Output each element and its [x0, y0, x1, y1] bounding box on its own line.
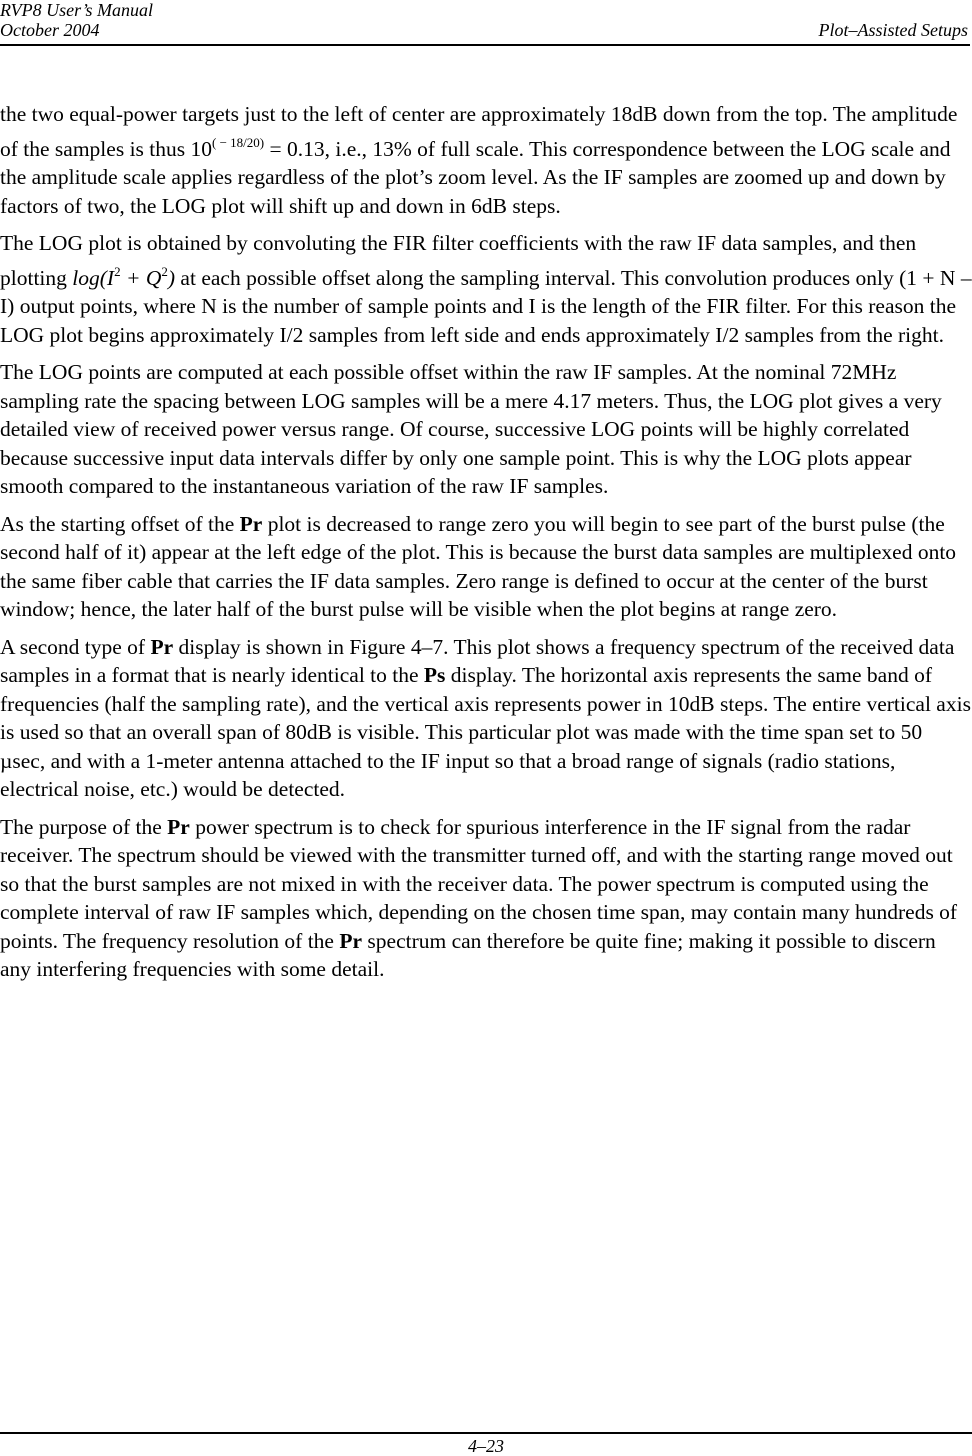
paragraph-5: A second type of Pr display is shown in Figure 4–7. This plot shows a frequency spectrum of the received data samples in a format that is nearly identical to the Ps display. The horizontal axis represents the same band of frequencies (half the sampling rate), and the vertical axis represents power in 10dB steps. The entire vertical axis is used so that an overall span of 80dB is visible. This particular plot was made with the time span set to 50 µsec, and with a 1-meter antenna attached to the IF input so that a broad range of signals (radio stations, electrical noise, etc.) would be detected.: [0, 634, 971, 801]
manual-date: October 2004: [0, 20, 100, 40]
pr-keyword: Pr: [150, 634, 174, 659]
manual-title: RVP8 User’s Manual: [0, 0, 153, 20]
page-body: [0, 100, 972, 993]
footer-rule: [0, 1432, 972, 1434]
header-left: [0, 0, 153, 40]
section-title: Plot–Assisted Setups: [818, 20, 968, 40]
ps-keyword: Ps: [423, 663, 446, 687]
amplitude-equation: $10^{( - 18/20)} = 0.13$: [190, 134, 325, 161]
log-power-equation: $\log(I^2 + Q^2)$: [72, 263, 176, 290]
paragraph-6: The purpose of the Pr power spectrum is to check for spurious interference in the IF signal from the radar receiver. The spectrum should be viewed with the transmitter turned off, and with the starting range moved out so that the burst samples are not mixed in with the receiver data. The power spectrum is computed using the complete interval of raw IF samples which, depending on the chosen time span, may contain many hundreds of points. The frequency resolution of the Pr spectrum can therefore be quite fine; making it possible to discern any interfering frequencies with some detail.: [0, 814, 958, 981]
paragraph-2: The LOG plot is obtained by convoluting the FIR filter coefficients with the raw IF data samples, and then plotting $\log(I^2 + Q^2)$ at each possible offset along the sampling interval. This convolution produces only (1 + N – I) output points, where N is the number of sample points and I is the length of the FIR filter. For this reason the LOG plot begins approximately I/2 samples from left side and ends approximately I/2 samples from the right.: [0, 231, 972, 347]
page-header: [0, 0, 970, 46]
paragraph-4: As the starting offset of the Pr plot is decreased to range zero you will begin to see part of the burst pulse (the second half of it) appear at the left edge of the plot. This is because the burst data samples are multiplexed onto the same fiber cable that carries the IF data samples. Zero range is defined to occur at the center of the burst window; hence, the later half of the burst pulse will be visible when the plot begins at range zero.: [0, 511, 957, 621]
page-number: 4–23: [468, 1436, 504, 1456]
pr-keyword: Pr: [239, 511, 263, 536]
pr-keyword: Pr: [339, 928, 363, 953]
pr-keyword: Pr: [167, 814, 190, 839]
paragraph-3: The LOG points are computed at each possible offset within the raw IF samples. At the nominal 72MHz sampling rate the spacing between LOG samples will be a mere 4.17 meters. Thus, the LOG plot gives a very detailed view of received power versus range. Of course, successive LOG points will be highly correlated because successive input data intervals differ by only one sample point. This is why the LOG plots appear smooth compared to the instantaneous variation of the raw IF samples.: [0, 360, 942, 498]
paragraph-1: the two equal-power targets just to the left of center are approximately 18dB down from the top. The amplitude of the samples is thus $10^{( - 18/20)} = 0.13$, i.e., 13% of full scale. This correspondence between the LOG scale and the amplitude scale applies regardless of the plot’s zoom level. As the IF samples are zoomed up and down by factors of two, the LOG plot will shift up and down in 6dB steps.: [0, 102, 958, 218]
